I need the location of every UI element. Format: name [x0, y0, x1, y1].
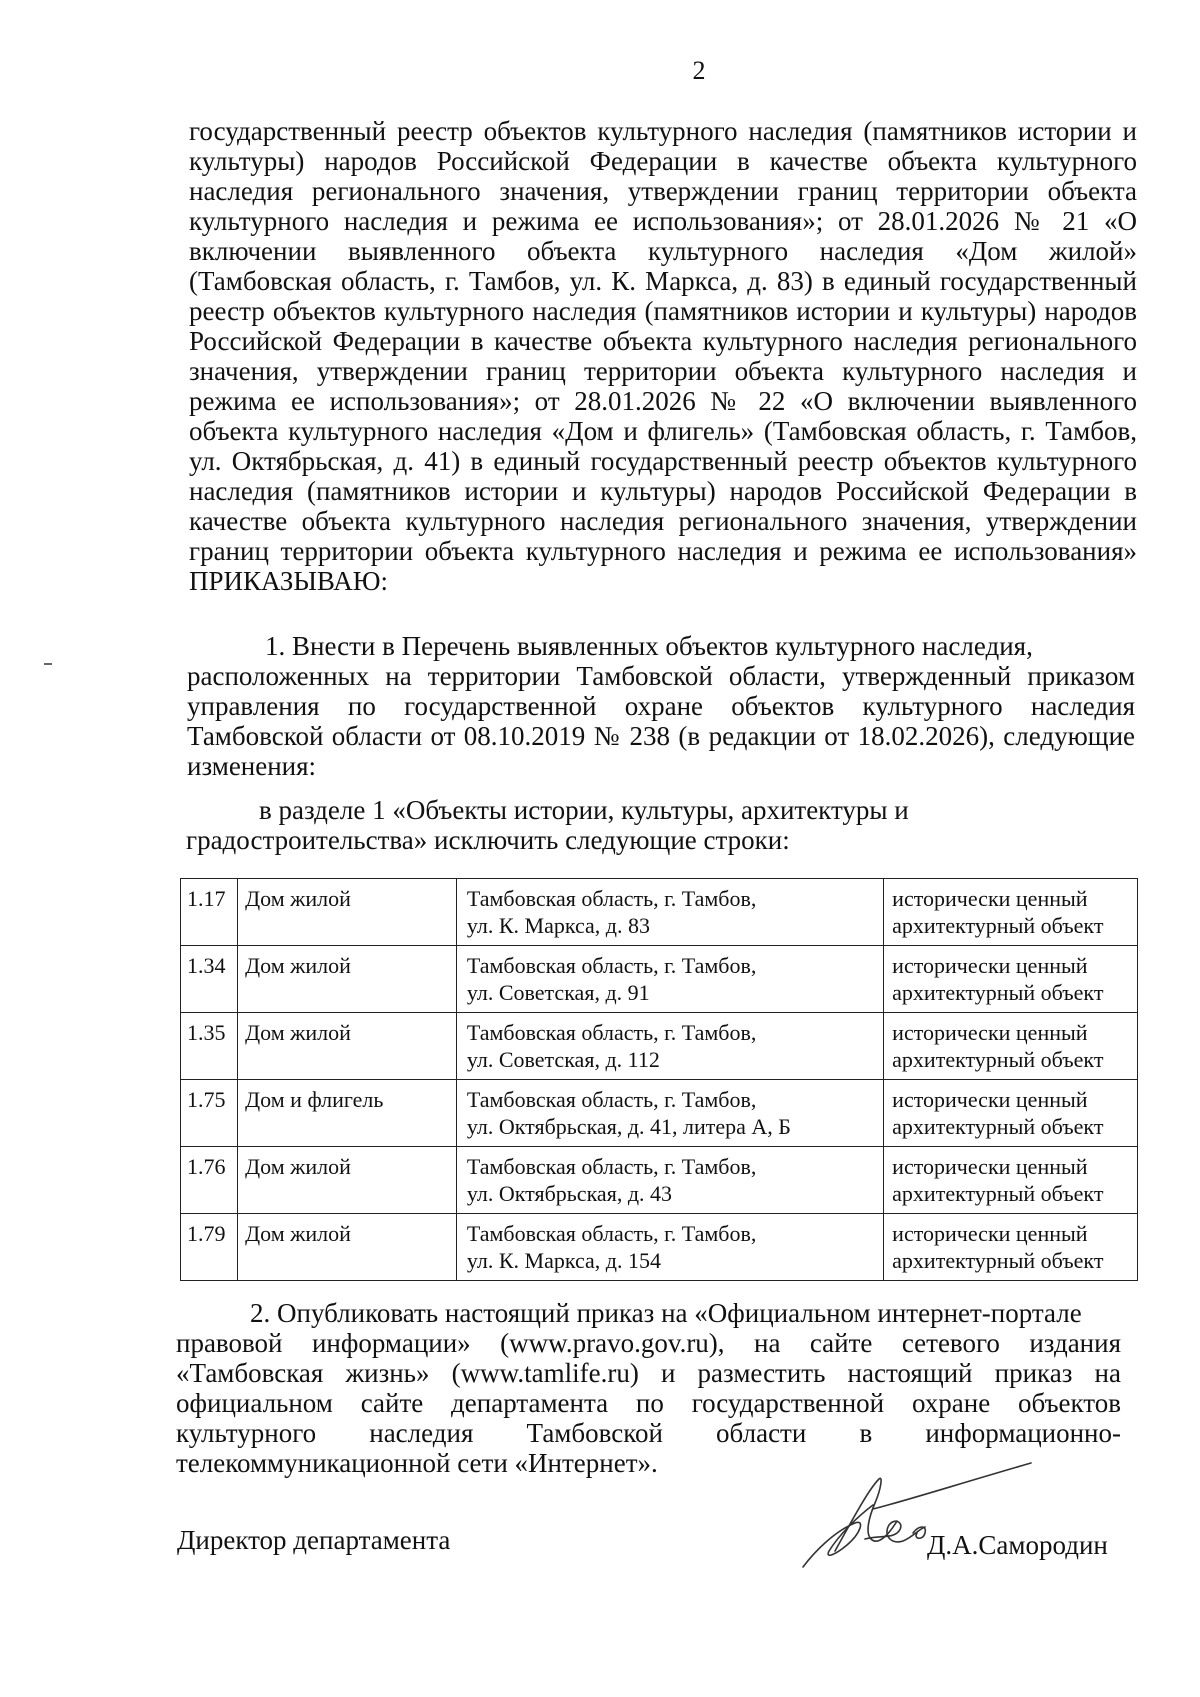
object-category	[884, 946, 1138, 1013]
table-row	[181, 879, 1138, 946]
address-line: ул. Октябрьская, д. 43	[466, 1181, 673, 1206]
category-line: архитектурный объект	[892, 1248, 1104, 1273]
object-name: Дом жилой	[238, 1013, 457, 1080]
object-name: Дом жилой	[238, 946, 457, 1013]
category-line: исторически ценный	[892, 1087, 1088, 1112]
table-row	[181, 1214, 1138, 1281]
signature-name: Д.А.Самородин	[927, 1530, 1108, 1560]
address-line: Тамбовская область, г. Тамбов,	[466, 1087, 757, 1112]
page-number: 2	[692, 56, 706, 85]
item-1-first-line: 1. Внести в Перечень выявленных объектов культурного наследия,	[265, 631, 1033, 661]
object-name: Дом и флигель	[238, 1080, 457, 1147]
object-address	[456, 1147, 883, 1214]
address-line: Тамбовская область, г. Тамбов,	[466, 886, 757, 911]
signature-stroke	[835, 1478, 897, 1551]
row-number: 1.79	[181, 1214, 238, 1281]
category-line: исторически ценный	[892, 1221, 1088, 1246]
category-line: архитектурный объект	[892, 913, 1104, 938]
item-2-text: правовой информации» (www.pravo.gov.ru), на сайте сетевого издания «Тамбовская жизнь» (www.tamlife.ru) и разместить настоящий приказ на официальном сайте департамента по государственной охране объектов культурного наследия Тамбовской области в информационно-телекоммуникационной сети «Интернет».	[176, 1328, 1121, 1478]
category-line: архитектурный объект	[892, 980, 1104, 1005]
margin-mark	[44, 663, 52, 665]
excluded-objects-table	[180, 878, 1138, 1281]
object-category	[884, 1214, 1138, 1281]
row-number: 1.17	[181, 879, 238, 946]
object-name: Дом жилой	[238, 879, 457, 946]
object-category	[884, 1013, 1138, 1080]
address-line: Тамбовская область, г. Тамбов,	[466, 953, 757, 978]
row-number: 1.75	[181, 1080, 238, 1147]
row-number: 1.34	[181, 946, 238, 1013]
section-text: градостроительства» исключить следующие строки:	[186, 825, 790, 855]
category-line: исторически ценный	[892, 953, 1088, 978]
item-1-paragraph	[187, 631, 1135, 781]
signature-stroke	[803, 1505, 873, 1567]
item-1-text: расположенных на территории Тамбовской области, утвержденный приказом управления по государственной охране объектов культурного наследия Тамбовской области от 08.10.2019 № 238 (в редакции от 18.02.2026), следующие изменения:	[187, 661, 1135, 781]
address-line: Тамбовская область, г. Тамбов,	[466, 1020, 757, 1045]
object-address	[456, 1013, 883, 1080]
address-line: Тамбовская область, г. Тамбов,	[466, 1221, 757, 1246]
item-2-first-line: 2. Опубликовать настоящий приказ на «Официальном интернет-портале	[250, 1298, 1082, 1328]
category-line: исторически ценный	[892, 1020, 1088, 1045]
address-line: ул. Советская, д. 91	[466, 980, 650, 1005]
object-address	[456, 1080, 883, 1147]
category-line: исторически ценный	[892, 1154, 1088, 1179]
table-row	[181, 1147, 1138, 1214]
address-line: ул. К. Маркса, д. 83	[466, 913, 650, 938]
object-name: Дом жилой	[238, 1214, 457, 1281]
object-address	[456, 879, 883, 946]
row-number: 1.35	[181, 1013, 238, 1080]
row-number: 1.76	[181, 1147, 238, 1214]
address-line: ул. Октябрьская, д. 41, литера А, Б	[466, 1114, 791, 1139]
table-row	[181, 1013, 1138, 1080]
object-address	[456, 946, 883, 1013]
category-line: архитектурный объект	[892, 1114, 1104, 1139]
object-name: Дом жилой	[238, 1147, 457, 1214]
object-address	[456, 1214, 883, 1281]
signature-stroke	[913, 1527, 925, 1538]
section-first-line: в разделе 1 «Объекты истории, культуры, архитектуры и	[259, 795, 909, 825]
address-line: ул. К. Маркса, д. 154	[466, 1248, 661, 1273]
category-line: архитектурный объект	[892, 1181, 1104, 1206]
item-2-paragraph	[176, 1298, 1121, 1478]
category-line: архитектурный объект	[892, 1047, 1104, 1072]
table-body	[181, 879, 1138, 1281]
section-paragraph	[186, 795, 1134, 855]
category-line: исторически ценный	[892, 886, 1088, 911]
address-line: Тамбовская область, г. Тамбов,	[466, 1154, 757, 1179]
signature-title: Директор департамента	[177, 1525, 451, 1555]
object-category	[884, 1080, 1138, 1147]
object-category	[884, 1147, 1138, 1214]
signature-stroke	[873, 1463, 1031, 1509]
address-line: ул. Советская, д. 112	[466, 1047, 660, 1072]
table-row	[181, 946, 1138, 1013]
table-row	[181, 1080, 1138, 1147]
object-category	[884, 879, 1138, 946]
intro-paragraph: государственный реестр объектов культурного наследия (памятников истории и культуры) народов Российской Федерации в качестве объекта культурного наследия регионального значения, утверждении границ территории объекта культурного наследия и режима ее использования»; от 28.01.2026 № 21 «О включении выявленного объекта культурного наследия «Дом жилой» (Тамбовская область, г. Тамбов, ул. К. Маркса, д. 83) в единый государственный реестр объектов культурного наследия (памятников истории и культуры) народов Российской Федерации в качестве объекта культурного наследия регионального значения, утверждении границ территории объекта культурного наследия и режима ее использования»; от 28.01.2026 № 22 «О включении выявленного объекта культурного наследия «Дом и флигель» (Тамбовская область, г. Тамбов, ул. Октябрьская, д. 41) в единый государственный реестр объектов культурного наследия (памятников истории и культуры) народов Российской Федерации в качестве объекта культурного наследия регионального значения, утверждении границ территории объекта культурного наследия и режима ее использования» ПРИКАЗЫВАЮ:	[189, 116, 1137, 596]
